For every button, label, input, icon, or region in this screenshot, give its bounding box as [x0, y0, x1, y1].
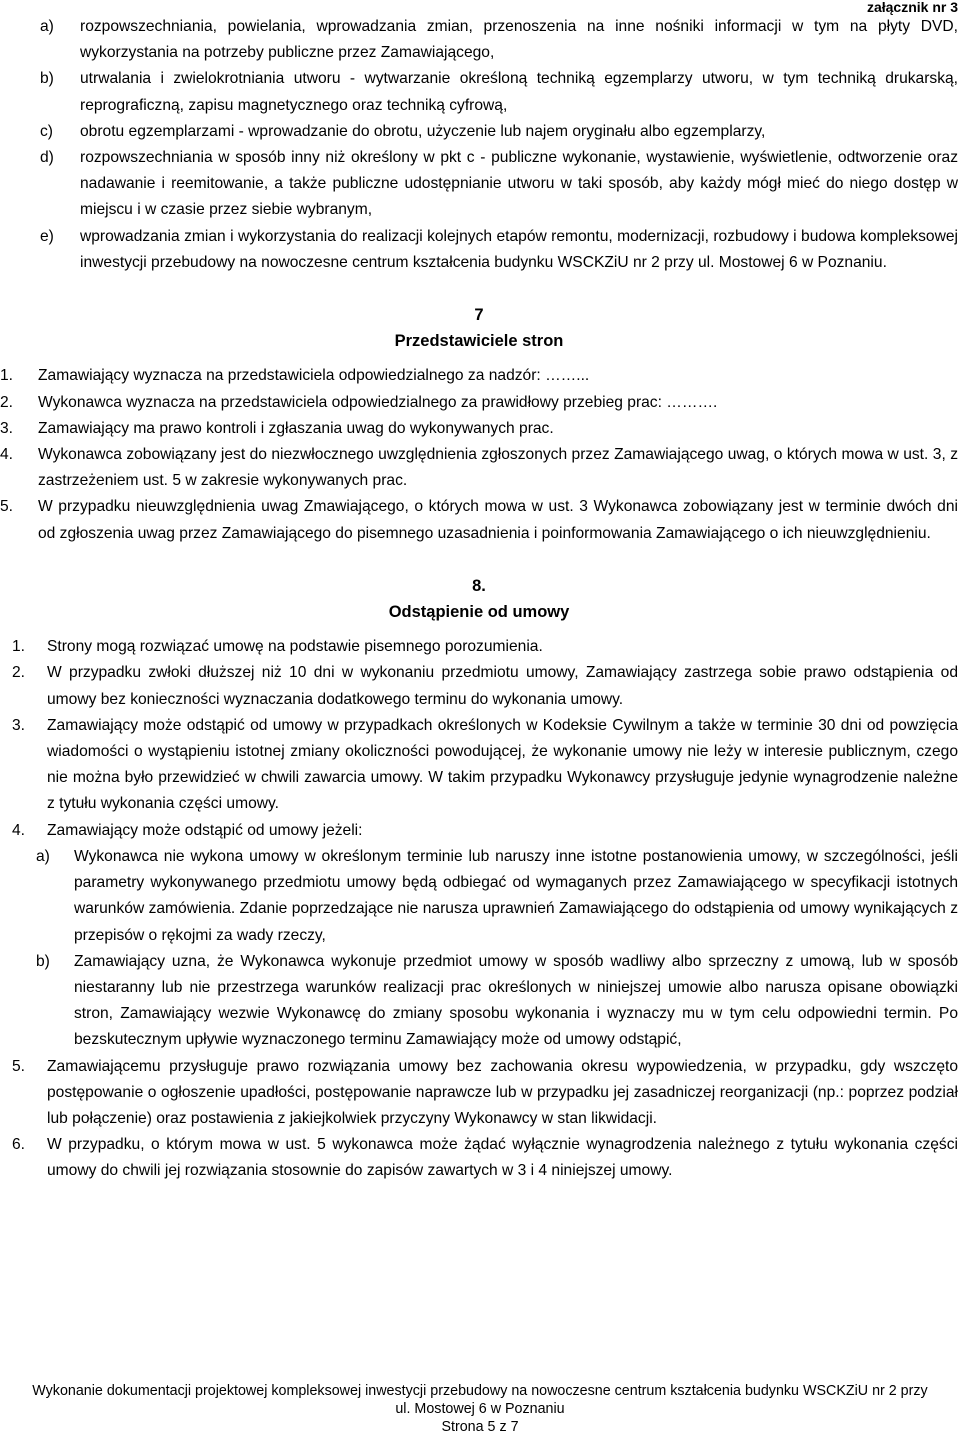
- section-7-title: Przedstawiciele stron: [394, 332, 564, 351]
- list-text: Zamawiający ma prawo kontroli i zgłaszania uwag do wykonywanych prac.: [38, 419, 554, 437]
- list-item: [40, 119, 958, 145]
- list-marker: a): [40, 18, 54, 35]
- list-text: W przypadku zwłoki dłuższej niż 10 dni w wykonaniu przedmiotu umowy, Zamawiający zastrzega sobie prawo odstąpienia od umowy bez konieczności wyznaczania dodatkowego terminu do wykonania umowy.: [47, 664, 958, 708]
- section-7-number: 7: [474, 306, 484, 325]
- list-text: Zamawiający może odstąpić od umowy w przypadkach określonych w Kodeksie Cywilnym a także w terminie 30 dni od powzięcia wiadomości o wystąpieniu istotnej zmiany okoliczności powodującej, że wykonanie umowy nie leży w interesie publicznym, czego nie można było przewidzieć w chwili zawarcia umowy. W takim przypadku Wykonawcy przysługuje jedynie wynagrodzenie należne z tytułu wykonania części umowy.: [47, 716, 958, 813]
- list-text: Zamawiający wyznacza na przedstawiciela odpowiedzialnego za nadzór: ……...: [38, 367, 590, 385]
- list-text: Wykonawca nie wykona umowy w określonym terminie lub naruszy inne istotne postanowienia umowy, w szczególności, jeśli parametry wykonywanego przedmiotu umowy będą odbiegać od wymaganych przez Zamawiającego w specyfikacji istotnych warunków zamówienia. Zdanie poprzedzające nie narusza uprawnień Zamawiającego do odstąpienia od umowy wynikających z przepisów o rękojmi za wady rzeczy,: [74, 847, 958, 944]
- list-marker-text: 5.: [12, 1057, 26, 1075]
- list-marker: c): [40, 122, 53, 140]
- page-number: Strona 5 z 7: [441, 1419, 519, 1435]
- list-marker: 2.: [0, 393, 14, 411]
- section-8-title: Odstąpienie od umowy: [388, 603, 570, 622]
- list-text: Zamawiający uzna, że Wykonawca wykonuje przedmiot umowy w sposób wadliwy albo sprzeczny z umową, lub w sposób niestaranny lub nie przestrzega warunków realizacji prac określonych w niniejszej umowie albo narusza opisane obowiązki stron, Zamawiający wezwie Wykonawcę do zmiany sposobu wykonania i wyznaczy mu w tym celu odpowiedni termin. Po bezskutecznym upływie wyznaczonego terminu Zamawiający może od umowy odstąpić,: [74, 952, 958, 1049]
- list-item: [0, 442, 958, 494]
- list-text: Zamawiającemu przysługuje prawo rozwiązania umowy bez zachowania okresu wypowiedzenia, w przypadku, gdy wszczęto postępowanie o ogłoszenie upadłości, postępowanie naprawcze lub w przypadku jej zasadniczej reorganizacji (np.: poprzez podział lub połączenie) oraz postawienia z jakiejkolwiek przyczyny Wykonawcy w stan likwidacji.: [47, 1057, 958, 1127]
- list-item: [0, 818, 958, 844]
- list-item: [0, 1132, 958, 1184]
- list-marker: d): [40, 149, 54, 167]
- list-marker-text: 1.: [12, 638, 26, 656]
- page-footer: [0, 1382, 960, 1436]
- list-marker: 1.: [0, 367, 14, 385]
- list-item: [0, 1054, 958, 1133]
- list-item: [0, 634, 958, 660]
- list-marker: 5.: [0, 498, 14, 516]
- list-marker: [0, 818, 47, 844]
- list-marker: [0, 713, 47, 818]
- list-marker: 4.: [0, 446, 14, 464]
- list-marker: [0, 660, 47, 712]
- footer-title: Wykonanie dokumentacji projektowej kompleksowej inwestycji przebudowy na nowoczesne centrum kształcenia budynku WSCKZiU nr 2 przy: [32, 1383, 928, 1399]
- section-8-number: 8.: [472, 576, 486, 595]
- list-text: obrotu egzemplarzami - wprowadzanie do obrotu, użyczenie lub najem oryginału albo egzemplarzy,: [80, 122, 766, 140]
- list-text: wprowadzania zmian i wykorzystania do realizacji kolejnych etapów remontu, modernizacji, rozbudowy i budowa kompleksowej inwestycji przebudowy na nowoczesne centrum kształcenia budynku WSCKZiU nr 2 przy ul. Mostowej 6 w Poznaniu.: [80, 227, 958, 271]
- footer-address: ul. Mostowej 6 w Poznaniu: [395, 1401, 565, 1417]
- list-item: [0, 416, 958, 442]
- list-item: [0, 713, 958, 818]
- list-text: utrwalania i zwielokrotniania utworu - wytwarzanie określoną techniką egzemplarzy utworu, w tym techniką drukarską, reprograficzną, zapisu magnetycznego oraz techniką cyfrową,: [80, 70, 958, 114]
- list-text: Zamawiający może odstąpić od umowy jeżeli:: [47, 821, 363, 839]
- section-8-list: [0, 634, 958, 844]
- list-item: [0, 660, 958, 712]
- list-text: W przypadku, o którym mowa w ust. 5 wykonawca może żądać wyłącznie wynagrodzenia należnego z tytułu wykonania części umowy do chwili jej rozwiązania stosownie do zapisów zawartych w 3 i 4 niniejszej umowy.: [47, 1136, 958, 1180]
- rights-list: [0, 14, 958, 276]
- list-text: Strony mogą rozwiązać umowę na podstawie pisemnego porozumienia.: [47, 638, 543, 656]
- list-marker: e): [40, 227, 54, 245]
- list-text: Wykonawca wyznacza na przedstawiciela odpowiedzialnego za prawidłowy przebieg prac: ……….: [38, 393, 718, 411]
- list-item: [40, 66, 958, 118]
- list-item: [0, 390, 958, 416]
- list-marker: [0, 1054, 47, 1133]
- list-marker-text: 2.: [12, 664, 26, 682]
- list-text: rozpowszechniania w sposób inny niż określony w pkt c - publiczne wykonanie, wystawienie, wyświetlenie, odtworzenie oraz nadawanie i reemitowanie, a także publiczne udostępnianie utworu w taki sposób, aby każdy mógł mieć do niego dostęp w miejscu i w czasie przez siebie wybranym,: [80, 149, 958, 219]
- sub-list-item: [0, 949, 958, 1054]
- list-marker: b): [36, 952, 50, 970]
- sub-list-item: [0, 844, 958, 949]
- list-marker: 3.: [0, 419, 14, 437]
- list-marker-text: 6.: [12, 1136, 26, 1154]
- section-8-list-continued: [0, 1054, 958, 1185]
- list-item: [0, 494, 958, 546]
- list-text: Wykonawca zobowiązany jest do niezwłocznego uwzględnienia zgłoszonych przez Zamawiającego uwag, o których mowa w ust. 3, z zastrzeżeniem ust. 5 w zakresie wykonywanych prac.: [38, 446, 958, 490]
- list-item: [40, 224, 958, 276]
- list-item: [0, 363, 958, 389]
- list-marker: a): [36, 847, 50, 865]
- list-marker: b): [40, 70, 54, 88]
- list-marker: [0, 634, 47, 660]
- document-body: [0, 14, 958, 1185]
- list-text: W przypadku nieuwzględnienia uwag Zmawiającego, o których mowa w ust. 3 Wykonawca zobowiązany jest w terminie dwóch dni od zgłoszenia uwag przez Zamawiającego do pisemnego uzasadnienia i poinformowania Zamawiającego o ich nieuwzględnieniu.: [38, 498, 958, 542]
- list-item: [40, 145, 958, 224]
- attachment-label: załącznik nr 3: [866, 0, 958, 15]
- list-marker-text: 3.: [12, 716, 26, 734]
- list-marker: [0, 1132, 47, 1184]
- list-item: [40, 14, 958, 66]
- list-marker-text: 4.: [12, 821, 26, 839]
- list-text: rozpowszechniania, powielania, wprowadzania zmian, przenoszenia na inne nośniki informacji w tym na płyty DVD, wykorzystania na potrzeby publiczne przez Zamawiającego,: [80, 18, 958, 62]
- section-8-sublist: [0, 844, 958, 1054]
- section-7-list: [0, 363, 958, 546]
